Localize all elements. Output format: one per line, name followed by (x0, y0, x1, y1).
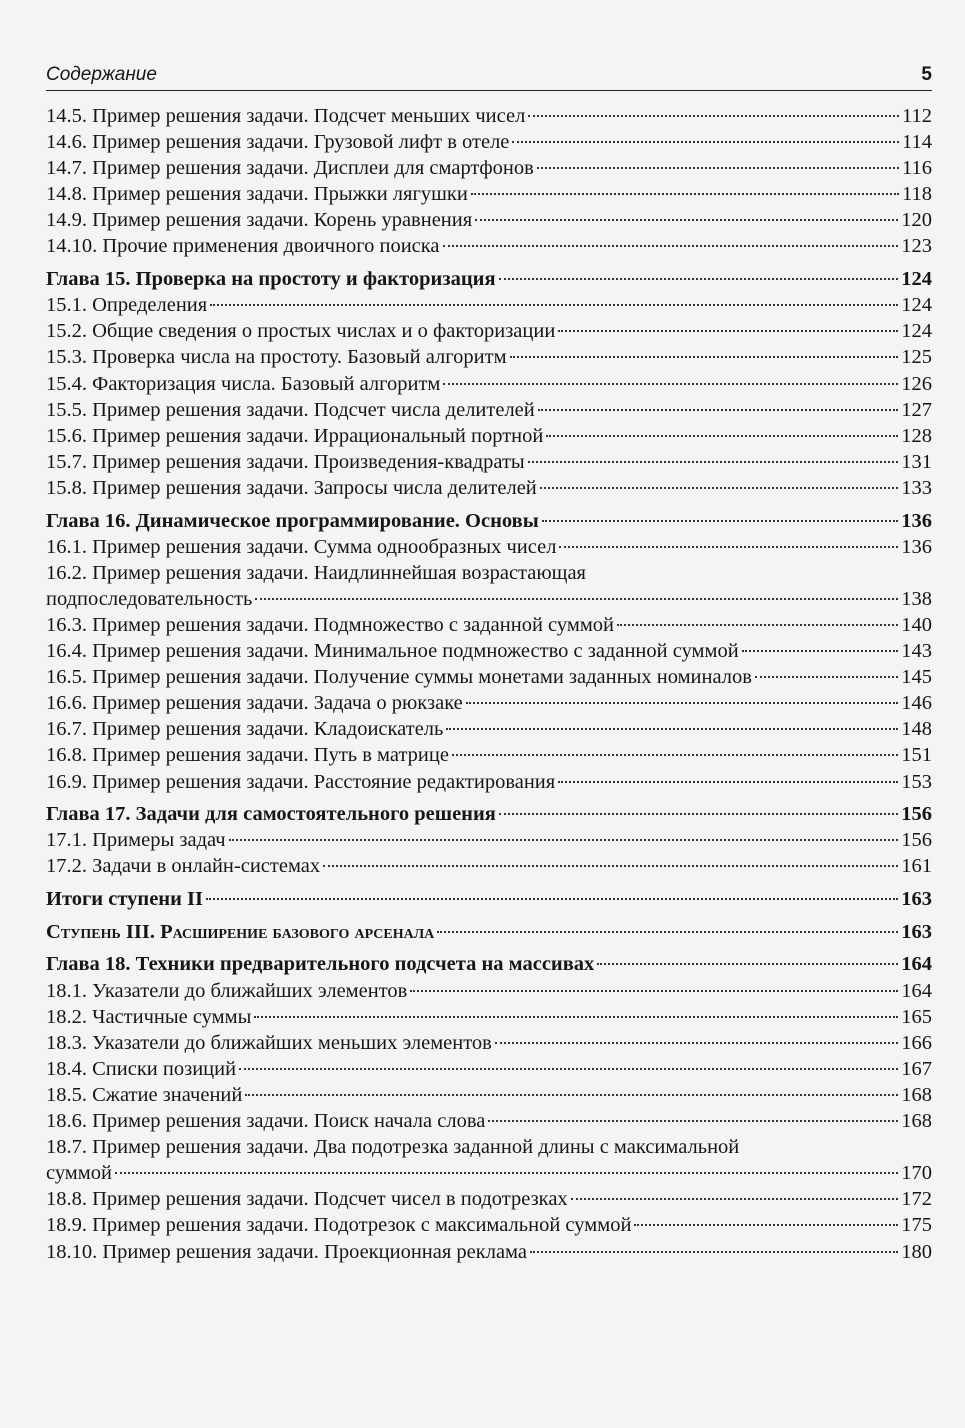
toc-entry-first-line: 16.2. Пример решения задачи. Наидлиннейшая возрастающая (46, 561, 586, 584)
toc-entry-page: 114 (902, 131, 932, 154)
toc-leader (443, 245, 899, 247)
stage-page: 163 (901, 920, 932, 943)
toc-entry-title: 18.4. Списки позиций (46, 1057, 237, 1080)
toc-entry (46, 207, 932, 233)
toc-leader (254, 1016, 898, 1018)
toc-entry-page: 131 (901, 450, 932, 473)
toc-entry-page: 143 (901, 640, 932, 663)
toc-entry-page: 112 (902, 105, 932, 127)
toc-leader (206, 898, 898, 900)
toc-entry (46, 664, 932, 690)
chapter-title: Глава 16. Динамическое программирование. Основы (46, 509, 539, 532)
summary-page: 163 (901, 888, 932, 911)
toc-entry-title: 16.7. Пример решения задачи. Кладоискатель (46, 718, 444, 741)
toc-entry-title: 15.8. Пример решения задачи. Запросы числа делителей (46, 476, 537, 499)
section-gap (46, 795, 932, 802)
toc-leader (115, 1172, 898, 1174)
chapter-title: Глава 15. Проверка на простоту и факторизация (46, 268, 496, 291)
toc-entry-page: 168 (901, 1083, 932, 1106)
toc-entry (46, 155, 932, 181)
toc-entry-title: 14.8. Пример решения задачи. Прыжки лягушки (46, 183, 468, 206)
toc-entry-continuation (46, 586, 932, 612)
toc-entry (46, 716, 932, 742)
toc-entry (46, 742, 932, 768)
toc-entry (46, 292, 932, 318)
toc-entry-page: 156 (901, 829, 932, 852)
toc-entry-title: 18.9. Пример решения задачи. Подотрезок с максимальной суммой (46, 1214, 632, 1237)
toc-entry-title: 16.4. Пример решения задачи. Минимальное подмножество с заданной суммой (46, 640, 739, 663)
toc-leader (530, 1251, 898, 1253)
chapter-title: Глава 17. Задачи для самостоятельного решения (46, 803, 496, 826)
toc-entry-title: 17.2. Задачи в онлайн-системах (46, 855, 321, 878)
toc-leader (558, 781, 898, 783)
toc-entry (46, 1108, 932, 1134)
toc-entry-title: 14.7. Пример решения задачи. Дисплеи для смартфонов (46, 157, 534, 180)
toc-entry-page: 153 (901, 770, 932, 793)
toc-entry-title: подпоследовательность (46, 587, 253, 610)
toc-entry-title: 18.2. Частичные суммы (46, 1005, 252, 1028)
toc-entry-page: 126 (901, 372, 932, 395)
toc-entry-title: 18.3. Указатели до ближайших меньших элементов (46, 1031, 492, 1054)
toc-entry-page: 128 (901, 424, 932, 447)
toc-entry-title: 15.5. Пример решения задачи. Подсчет числа делителей (46, 398, 535, 421)
toc-entry-page: 120 (901, 209, 932, 232)
toc-leader (617, 624, 898, 626)
toc-entry-title: 15.6. Пример решения задачи. Иррациональный портной (46, 424, 544, 447)
toc-entry (46, 827, 932, 853)
toc-entry-continuation (46, 1160, 932, 1186)
toc-leader (495, 1042, 898, 1044)
table-of-contents (46, 103, 932, 1265)
section-gap (46, 501, 932, 508)
toc-entry (46, 690, 932, 716)
toc-entry (46, 1056, 932, 1082)
toc-entry (46, 1239, 932, 1265)
toc-entry (46, 449, 932, 475)
toc-entry (46, 233, 932, 259)
toc-entry-title: 14.5. Пример решения задачи. Подсчет меньших чисел (46, 105, 526, 127)
toc-entry-title: 16.3. Пример решения задачи. Подмножество с заданной суммой (46, 613, 615, 636)
summary-title: Итоги ступени II (46, 888, 204, 911)
toc-entry-page: 140 (901, 613, 932, 636)
toc-leader (466, 702, 899, 704)
toc-entry-page: 133 (901, 476, 932, 499)
toc-entry-page: 125 (901, 346, 932, 369)
toc-leader (488, 1120, 898, 1122)
chapter-title: Глава 18. Техники предварительного подсчета на массивах (46, 953, 595, 976)
toc-entry-title: 18.1. Указатели до ближайших элементов (46, 979, 408, 1002)
toc-chapter-17 (46, 801, 932, 827)
toc-leader (546, 435, 898, 437)
toc-entry-title: 16.6. Пример решения задачи. Задача о рюкзаке (46, 692, 463, 715)
toc-leader (597, 963, 898, 965)
toc-entry-page: 175 (901, 1214, 932, 1237)
toc-leader (537, 167, 899, 169)
section-gap (46, 260, 932, 267)
toc-leader (475, 219, 898, 221)
toc-chapter-15 (46, 266, 932, 292)
toc-leader (528, 115, 899, 117)
toc-entry-title: 16.5. Пример решения задачи. Получение суммы монетами заданных номиналов (46, 666, 752, 689)
toc-summary (46, 886, 932, 912)
section-gap (46, 912, 932, 919)
toc-leader (634, 1224, 898, 1226)
toc-entry-title: суммой (46, 1162, 112, 1185)
toc-leader (229, 839, 899, 841)
toc-entry (46, 318, 932, 344)
toc-leader (742, 650, 899, 652)
section-gap (46, 880, 932, 887)
toc-leader (210, 304, 898, 306)
toc-entry-page: 164 (901, 979, 932, 1002)
toc-leader (446, 728, 898, 730)
toc-entry-page: 172 (901, 1188, 932, 1211)
toc-leader (559, 546, 898, 548)
toc-leader (437, 931, 898, 933)
toc-entry (46, 397, 932, 423)
toc-leader (245, 1094, 898, 1096)
toc-entry-title: 18.10. Пример решения задачи. Проекционная реклама (46, 1240, 527, 1263)
toc-entry (46, 1212, 932, 1238)
toc-leader (471, 193, 899, 195)
toc-entry (46, 129, 932, 155)
toc-entry (46, 423, 932, 449)
toc-entry (46, 1004, 932, 1030)
toc-entry (46, 534, 932, 560)
toc-entry (46, 1186, 932, 1212)
toc-entry-title: 16.1. Пример решения задачи. Сумма однообразных чисел (46, 535, 557, 558)
toc-entry-page: 167 (901, 1057, 932, 1080)
toc-leader (571, 1198, 899, 1200)
toc-entry-title: 15.4. Факторизация числа. Базовый алгоритм (46, 372, 441, 395)
chapter-page: 124 (901, 268, 932, 291)
toc-entry-page: 127 (901, 398, 932, 421)
toc-entry-title: 15.1. Определения (46, 294, 208, 317)
toc-entry-page: 180 (901, 1240, 932, 1263)
toc-entry-title: 15.2. Общие сведения о простых числах и о факторизации (46, 320, 556, 343)
toc-entry-title: 15.3. Проверка числа на простоту. Базовый алгоритм (46, 346, 507, 369)
toc-entry-page: 118 (902, 183, 932, 206)
toc-entry (46, 475, 932, 501)
toc-leader (540, 487, 898, 489)
toc-entry-title: 14.10. Прочие применения двоичного поиска (46, 235, 440, 258)
toc-entry-title: 18.6. Пример решения задачи. Поиск начала слова (46, 1110, 486, 1133)
toc-leader (512, 141, 899, 143)
toc-chapter-16 (46, 508, 932, 534)
toc-entry (46, 978, 932, 1004)
toc-entry (46, 638, 932, 664)
toc-leader (410, 990, 898, 992)
toc-entry-page: 161 (901, 855, 932, 878)
toc-leader (510, 356, 899, 358)
toc-entry-first-line: 18.7. Пример решения задачи. Два подотрезка заданной длины с максимальной (46, 1136, 740, 1159)
toc-entry-page: 148 (901, 718, 932, 741)
toc-entry-page: 116 (902, 157, 932, 180)
toc-entry-title: 15.7. Пример решения задачи. Произведения-квадраты (46, 450, 525, 473)
toc-entry (46, 612, 932, 638)
toc-leader (452, 754, 898, 756)
toc-entry (46, 103, 932, 129)
toc-entry-page: 136 (901, 535, 932, 558)
toc-leader (755, 676, 898, 678)
toc-entry-title: 18.5. Сжатие значений (46, 1083, 243, 1106)
toc-entry (46, 853, 932, 879)
toc-entry-title: 16.9. Пример решения задачи. Расстояние редактирования (46, 770, 556, 793)
toc-entry-page: 146 (901, 692, 932, 715)
toc-entry (46, 181, 932, 207)
stage-title: Ступень III. Расширение базового арсенала (46, 920, 435, 943)
toc-leader (558, 330, 898, 332)
toc-entry-page: 123 (901, 235, 932, 258)
toc-chapter-18 (46, 951, 932, 977)
toc-entry-title: 17.1. Примеры задач (46, 829, 226, 852)
toc-entry-title: 18.8. Пример решения задачи. Подсчет чисел в подотрезках (46, 1188, 568, 1211)
toc-entry-page: 145 (901, 666, 932, 689)
toc-leader (499, 278, 899, 280)
toc-entry-page: 170 (901, 1162, 932, 1185)
toc-leader (538, 409, 898, 411)
toc-entry-page: 138 (901, 587, 932, 610)
toc-entry (46, 769, 932, 795)
chapter-page: 136 (901, 509, 932, 532)
toc-leader (443, 383, 898, 385)
toc-entry-page: 124 (901, 294, 932, 317)
header-title: Содержание (46, 64, 157, 85)
running-header (46, 58, 932, 91)
toc-leader (255, 598, 898, 600)
toc-leader (499, 813, 898, 815)
toc-entry-title: 14.6. Пример решения задачи. Грузовой лифт в отеле (46, 131, 510, 154)
toc-entry (46, 1082, 932, 1108)
toc-entry-page: 124 (901, 320, 932, 343)
header-page-number: 5 (921, 64, 932, 85)
toc-entry-page: 151 (901, 744, 932, 767)
toc-entry-title: 16.8. Пример решения задачи. Путь в матрице (46, 744, 449, 767)
chapter-page: 156 (901, 803, 932, 826)
section-gap (46, 945, 932, 952)
toc-entry (46, 1030, 932, 1056)
toc-stage-3 (46, 919, 932, 945)
toc-entry-page: 166 (901, 1031, 932, 1054)
toc-entry-title: 14.9. Пример решения задачи. Корень уравнения (46, 209, 473, 232)
toc-entry (46, 344, 932, 370)
toc-leader (528, 461, 899, 463)
toc-entry-page: 165 (901, 1005, 932, 1028)
chapter-page: 164 (901, 953, 932, 976)
toc-entry (46, 371, 932, 397)
toc-leader (323, 865, 898, 867)
toc-leader (239, 1068, 898, 1070)
toc-leader (542, 520, 899, 522)
toc-entry-page: 168 (901, 1110, 932, 1133)
